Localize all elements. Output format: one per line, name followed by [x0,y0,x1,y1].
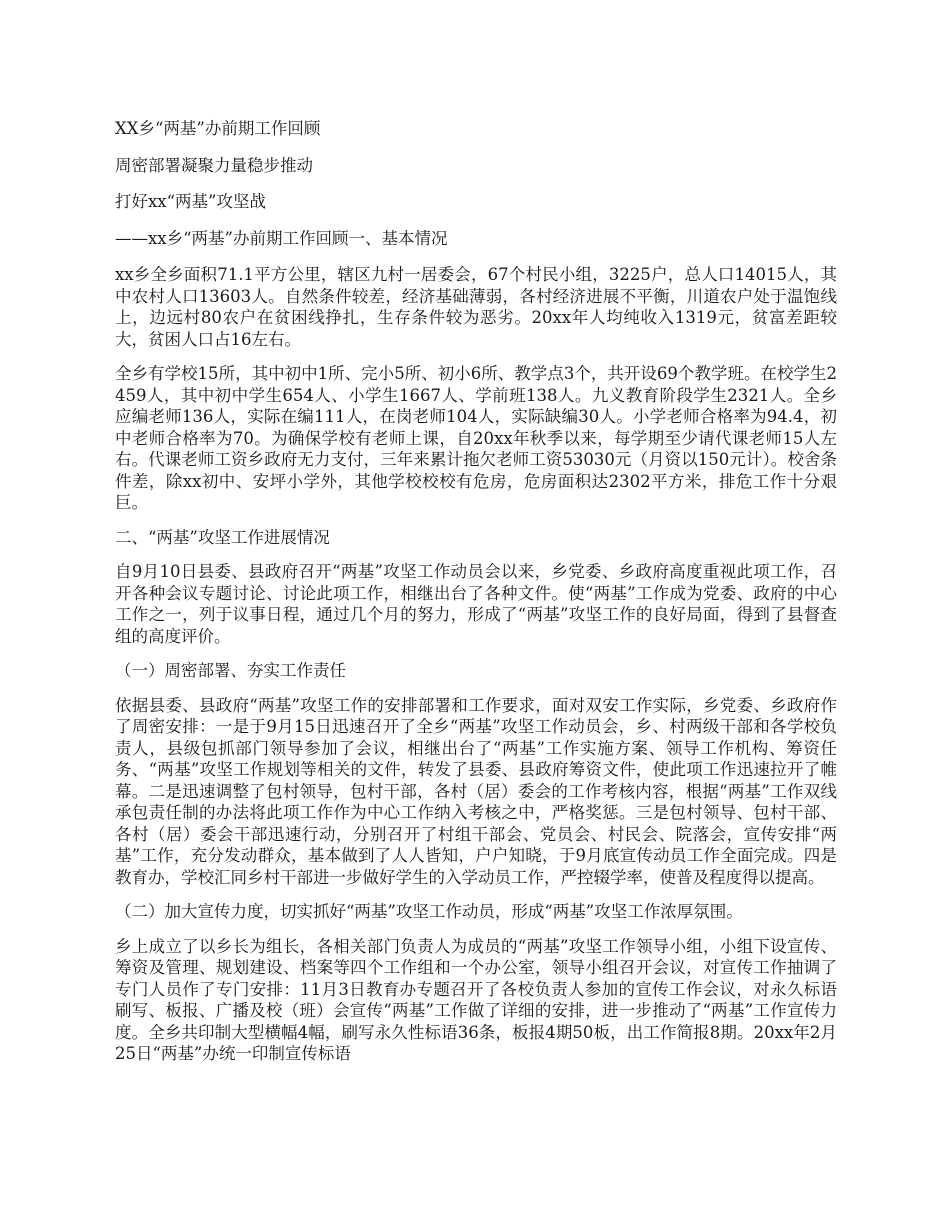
paragraph-basic-overview: xx乡全乡面积71.1平方公里，辖区九村一居委会，67个村民小组，3225户，总人口14015人，其中农村人口13603人。自然条件较差，经济基础薄弱，各村经济进展不平衡，川道农户处于温饱线上，边远村80农户在贫困线挣扎，生存条件较为恶劣。20xx年人均纯收入1319元，贫富差距较大，贫困人口占16左右。 [115,265,837,349]
document-title: XX乡“两基”办前期工作回顾 [115,119,321,138]
document-subtitle: 周密部署凝聚力量稳步推动 [115,155,313,175]
subsection-heading-deployment: （一）周密部署、夯实工作责任 [115,661,346,680]
paragraph-deployment: 依据县委、县政府“两基”攻坚工作的安排部署和工作要求，面对双安工作实际，乡党委、乡政府作了周密安排：一是于9月15日迅速召开了全乡“两基”攻坚工作动员会，乡、村两级干部和各学校负责人，县级包抓部门领导参加了会议，相继出台了“两基”工作实施方案、领导工作机构、筹资任务、“两基”攻坚工作规划等相关的文件，转发了县委、县政府筹资文件，使此项工作迅速拉开了帷幕。二是迅速调整了包村领导，包村干部，各村（居）委会的工作考核内容，根据“两基”工作双线承包责任制的办法将此项工作作为中心工作纳入考核之中，严格奖惩。三是包村领导、包村干部、各村（居）委会干部迅速行动，分别召开了村组干部会、党员会、村民会、院落会，宣传安排“两基”工作，充分发动群众，基本做到了人人皆知，户户知晓，于9月底宣传动员工作全面完成。四是教育办，学校汇同乡村干部进一步做好学生的入学动员工作，严控辍学率，使普及程度得以提高。 [115,695,837,887]
paragraph-publicity: 乡上成立了以乡长为组长，各相关部门负责人为成员的“两基”攻坚工作领导小组，小组下设宣传、筹资及管理、规划建设、档案等四个工作组和一个办公室，领导小组召开会议，对宣传工作抽调了专门人员作了专门安排：11月3日教育办专题召开了各校负责人参加的宣传工作会议，对永久标语刷写、板报、广播及校（班）会宣传“两基”工作做了详细的安排，进一步推动了“两基”工作宣传力度。全乡共印制大型横幅4幅，刷写永久性标语36条，板报4期50板，出工作简报8期。20xx年2月25日“两基”办统一印制宣传标语 [115,936,837,1063]
paragraph-schools: 全乡有学校15所，其中初中1所、完小5所、初小6所、教学点3个，共开设69个教学班。在校学生2459人，其中初中学生654人、小学生1667人、学前班138人。九义教育阶段学生2321人。全乡应编老师136人，实际在编111人，在岗老师104人，实际缺编30人。小学老师合格率为94.4，初中老师合格率为70。为确保学校有老师上课，自20xx年秋季以来，每学期至少请代课老师15人左右。代课老师工资乡政府无力支付，三年来累计拖欠老师工资53030元（月资以150元计）。校舍条件差，除xx初中、安坪小学外，其他学校校校有危房，危房面积达2302平方米，排危工作十分艰巨。 [115,364,837,512]
subsection-heading-publicity: （二）加大宣传力度，切实抓好“两基”攻坚工作动员，形成“两基”攻坚工作浓厚氛围。 [115,902,743,921]
document-page [115,118,837,1078]
section-heading-progress: 二、“两基”攻坚工作进展情况 [115,527,330,547]
paragraph-progress: 自9月10日县委、县政府召开“两基”攻坚工作动员会以来，乡党委、乡政府高度重视此项工作，召开各种会议专题讨论、讨论此项工作，相继出台了各种文件。使“两基”工作成为党委、政府的中心工作之一，列于议事日程，通过几个月的努力，形成了“两基”攻坚工作的良好局面，得到了县督查组的高度评价。 [115,562,837,646]
section-heading-basic-situation: ——xx乡“两基”办前期工作回顾一、基本情况 [115,228,448,248]
document-subtitle: 打好xx“两基”攻坚战 [115,192,266,211]
